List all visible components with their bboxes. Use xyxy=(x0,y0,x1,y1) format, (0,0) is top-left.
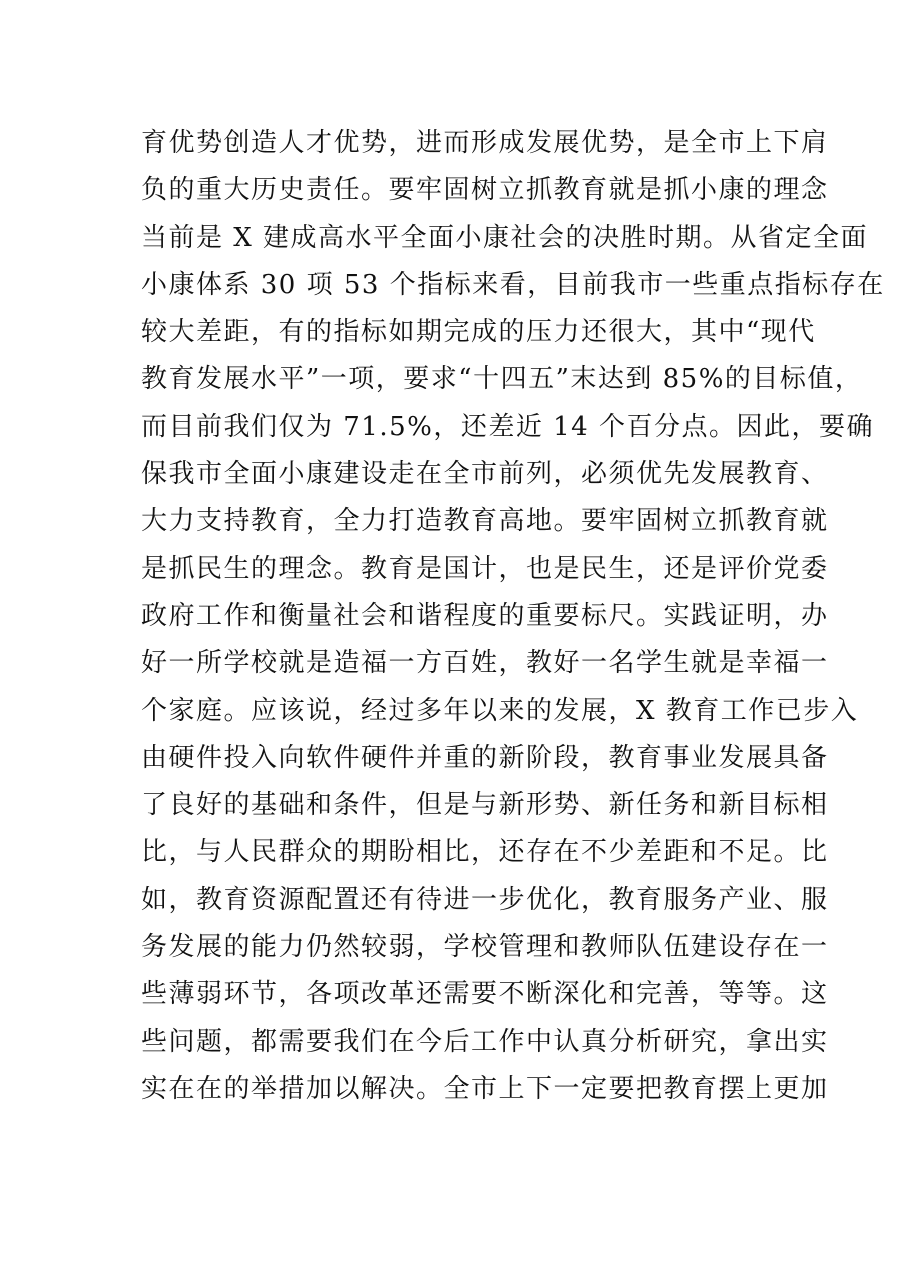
text-line: 较大差距，有的指标如期完成的压力还很大，其中“现代 xyxy=(141,317,816,348)
text-line: 负的重大历史责任。要牢固树立抓教育就是抓小康的理念 xyxy=(141,175,829,206)
text-line: 是抓民生的理念。教育是国计，也是民生，还是评价党委 xyxy=(141,553,829,584)
text-line: 如，教育资源配置还有待进一步优化，教育服务产业、服 xyxy=(141,884,829,915)
text-line: 小康体系 30 项 53 个指标来看，目前我市一些重点指标存在 xyxy=(141,269,885,300)
text-line: 当前是 X 建成高水平全面小康社会的决胜时期。从省定全面 xyxy=(141,222,869,253)
text-line: 个家庭。应该说，经过多年以来的发展，X 教育工作已步入 xyxy=(141,695,859,726)
text-line: 大力支持教育，全力打造教育高地。要牢固树立抓教育就 xyxy=(141,506,829,537)
text-line: 些薄弱环节，各项改革还需要不断深化和完善，等等。这 xyxy=(141,979,829,1010)
text-line: 了良好的基础和条件，但是与新形势、新任务和新目标相 xyxy=(141,790,829,821)
body-text xyxy=(141,120,885,1113)
text-line: 务发展的能力仍然较弱，学校管理和教师队伍建设存在一 xyxy=(141,932,829,963)
text-line: 些问题，都需要我们在今后工作中认真分析研究，拿出实 xyxy=(141,1026,829,1057)
text-line: 政府工作和衡量社会和谐程度的重要标尺。实践证明，办 xyxy=(141,600,829,631)
text-line: 教育发展水平”一项，要求“十四五”末达到 85%的目标值， xyxy=(141,364,863,395)
text-line: 由硬件投入向软件硬件并重的新阶段，教育事业发展具备 xyxy=(141,742,829,773)
text-line: 好一所学校就是造福一方百姓，教好一名学生就是幸福一 xyxy=(141,648,829,679)
text-line: 育优势创造人才优势，进而形成发展优势，是全市上下肩 xyxy=(141,128,829,158)
text-line: 保我市全面小康建设走在全市前列，必须优先发展教育、 xyxy=(141,459,829,490)
text-line: 实在在的举措加以解决。全市上下一定要把教育摆上更加 xyxy=(141,1073,829,1104)
text-line: 而目前我们仅为 71.5%，还差近 14 个百分点。因此，要确 xyxy=(141,411,874,442)
text-line: 比，与人民群众的期盼相比，还存在不少差距和不足。比 xyxy=(141,837,829,868)
